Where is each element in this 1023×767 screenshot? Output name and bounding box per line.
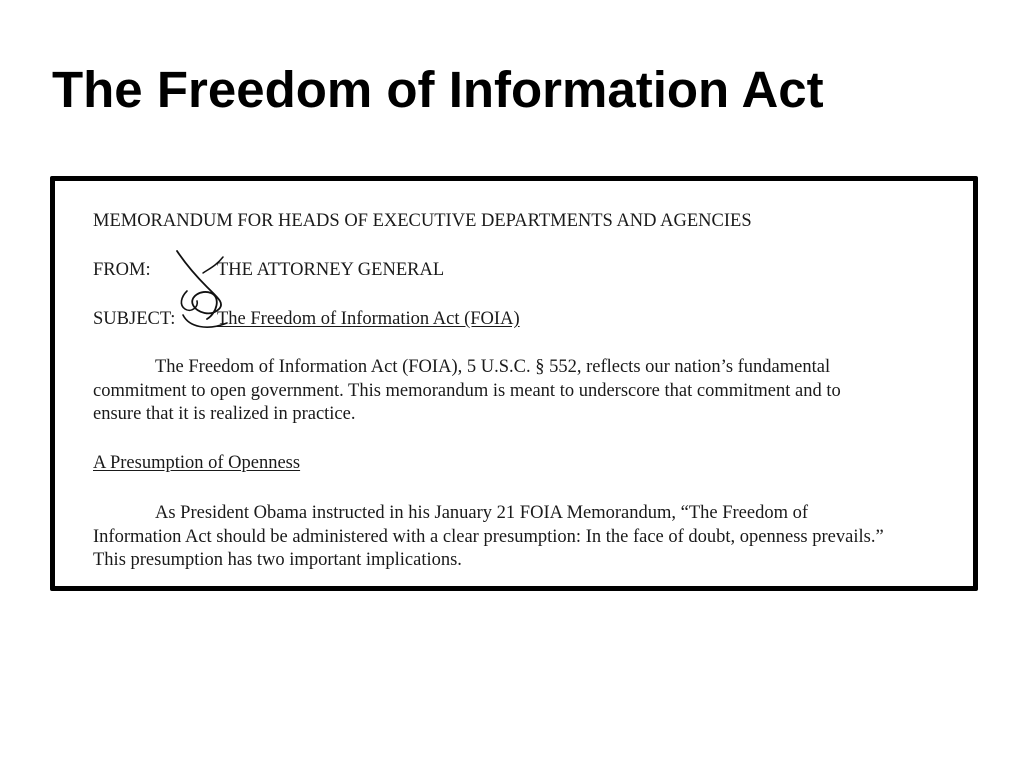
memo-paragraph-2: As President Obama instructed in his January 21 FOIA Memorandum, “The Freedom of Information Act should be administered with a clear presumption: In the face of doubt, openness prevails.” This presumption has two important implications. — [93, 503, 884, 570]
memo-section-heading: A Presumption of Openness — [93, 453, 301, 473]
memo-from-label: FROM: — [93, 260, 151, 280]
memo-heading: MEMORANDUM FOR HEADS OF EXECUTIVE DEPARTMENTS AND AGENCIES — [93, 211, 752, 231]
memo-subject-value: The Freedom of Information Act (FOIA) — [217, 309, 520, 329]
memo-from-value: THE ATTORNEY GENERAL — [217, 260, 445, 280]
signature-icon — [167, 243, 237, 335]
memo-paragraph-1: The Freedom of Information Act (FOIA), 5 U.S.C. § 552, reflects our nation’s fundamental commitment to open government. This memorandum is meant to underscore that commitment and to ensure that it is realized in practice. — [93, 357, 841, 424]
memo-image-frame — [50, 176, 978, 591]
slide-title: The Freedom of Information Act — [52, 61, 824, 118]
memo-subject-label: SUBJECT: — [93, 309, 176, 329]
